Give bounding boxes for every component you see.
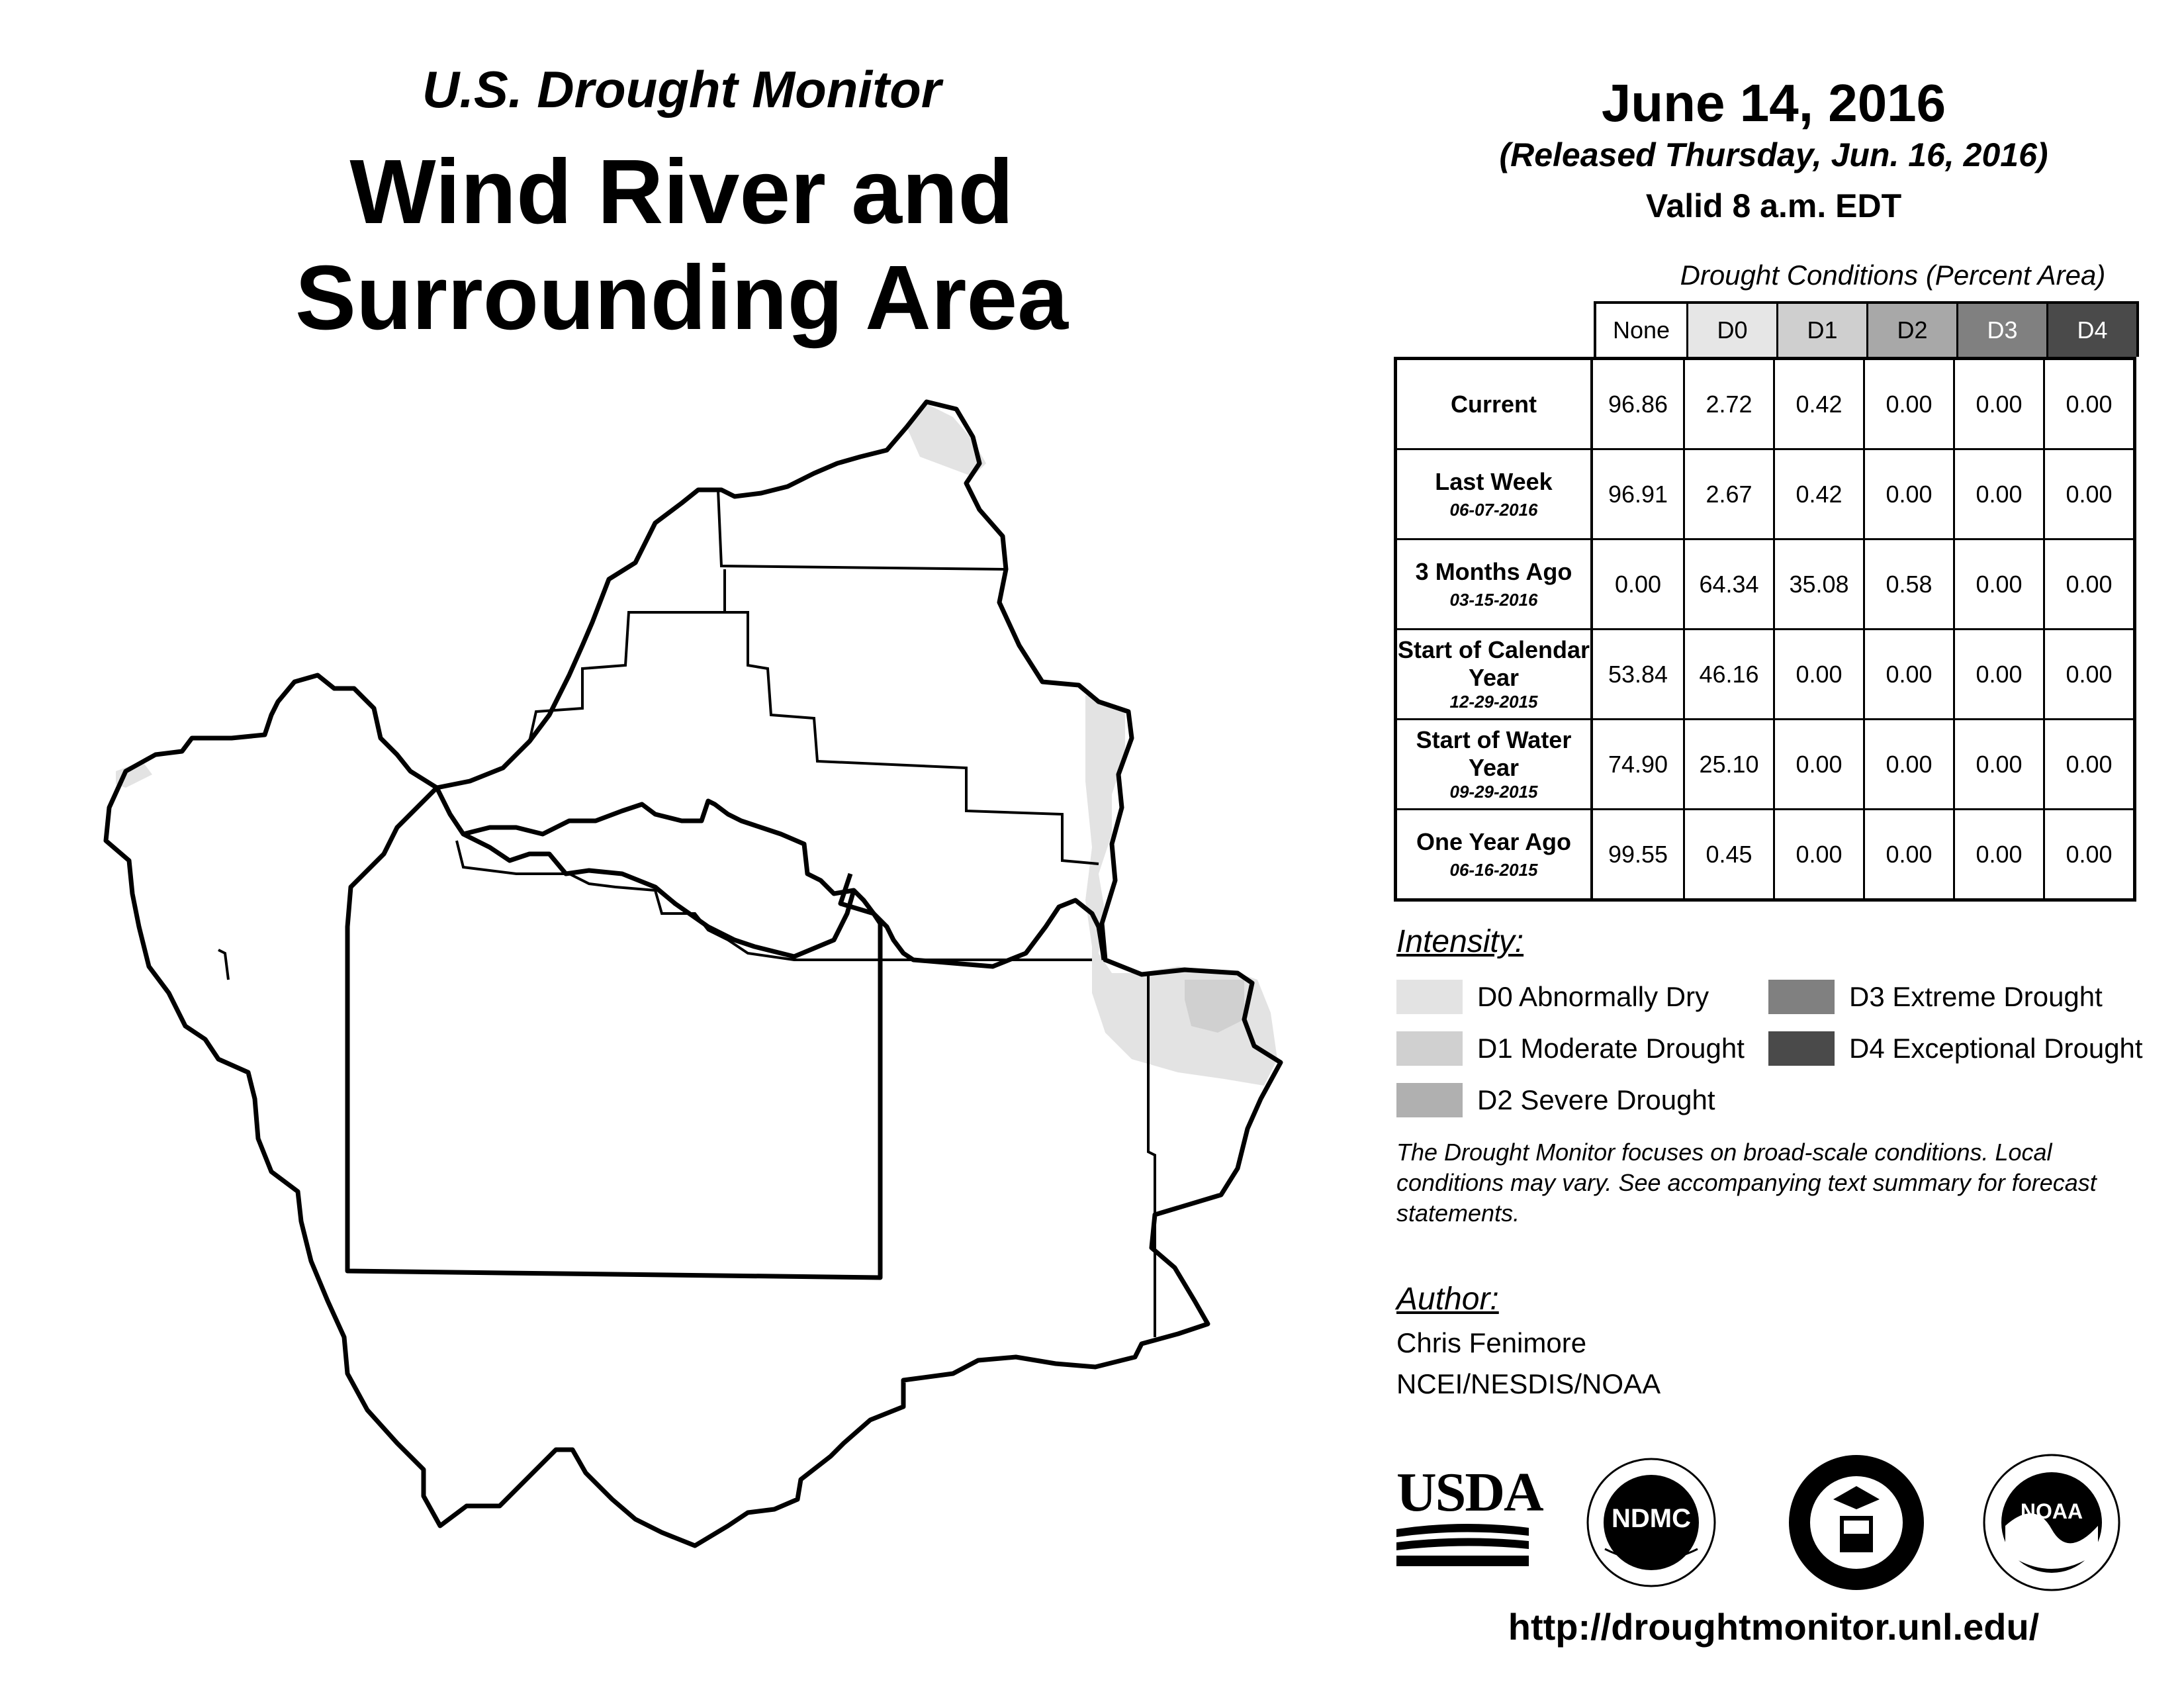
table-cell: 0.00	[2043, 720, 2133, 808]
row-label	[1397, 630, 1593, 718]
row-date: 06-16-2015	[1449, 860, 1538, 880]
table-cell: 0.00	[1953, 360, 2043, 448]
row-label	[1397, 450, 1593, 538]
author-heading: Author:	[1396, 1282, 1499, 1317]
table-cell: 2.72	[1683, 360, 1773, 448]
table-cell: 74.90	[1608, 750, 1668, 778]
row-label	[1397, 720, 1593, 808]
legend-swatch-d2	[1396, 1083, 1463, 1117]
legend-swatch-d3	[1768, 980, 1835, 1014]
county-line-4	[718, 490, 1006, 569]
noaa-wordmark: NOAA	[2020, 1499, 2083, 1523]
row-label	[1397, 360, 1593, 448]
table-cell: 0.00	[1863, 630, 1953, 718]
ndmc-wordmark: NDMC	[1612, 1504, 1691, 1533]
usda-stripes-icon	[1396, 1523, 1529, 1569]
legend-item	[1768, 980, 2103, 1014]
row-name: One Year Ago	[1416, 828, 1572, 855]
table-cell: 0.00	[1863, 720, 1953, 808]
table-cell: 0.00	[1953, 720, 2043, 808]
table-cell: 0.00	[1773, 720, 1863, 808]
table-cell: 0.00	[2043, 540, 2133, 628]
row-date: 06-07-2016	[1449, 500, 1538, 520]
county-line-5	[725, 569, 1099, 864]
legend-label: D2 Severe Drought	[1477, 1084, 1715, 1115]
legend-item	[1396, 1083, 1715, 1117]
table-row	[1397, 538, 2133, 628]
legend-item	[1396, 980, 1709, 1014]
table-header-row	[1594, 301, 2139, 357]
author-name: Chris Fenimore	[1396, 1327, 1587, 1358]
column-header: D1	[1776, 304, 1866, 357]
table-cell: 0.00	[1863, 810, 1953, 898]
table-row	[1397, 448, 2133, 538]
table-row	[1397, 360, 2133, 448]
table-cell: 0.00	[1953, 810, 2043, 898]
county-line-1	[347, 788, 880, 1278]
table-cell: 0.00	[2043, 360, 2133, 448]
table-cell: 46.16	[1683, 630, 1773, 718]
map-date: June 14, 2016	[1601, 73, 1946, 132]
row-date: 03-15-2016	[1449, 590, 1538, 610]
release-date: (Released Thursday, Jun. 16, 2016)	[1499, 136, 2048, 173]
table-body	[1394, 357, 2136, 902]
row-name: Last Week	[1435, 468, 1553, 495]
table-cell: 0.00	[1863, 360, 1953, 448]
map-title-line2: Surrounding Area	[295, 247, 1068, 349]
table-cell: 96.86	[1608, 390, 1668, 418]
reservation-north-line	[463, 801, 854, 894]
table-cell: 96.91	[1608, 480, 1668, 508]
commerce-seal-icon	[1787, 1453, 1926, 1592]
table-cell: 35.08	[1773, 540, 1863, 628]
table-cell: 0.00	[2043, 450, 2133, 538]
county-line-8	[218, 950, 228, 980]
table-cell: 99.55	[1608, 840, 1668, 868]
table-cell: 0.00	[2043, 630, 2133, 718]
row-date: 12-29-2015	[1449, 692, 1538, 712]
river-line	[437, 788, 1104, 966]
map-title-line1: Wind River and	[349, 141, 1014, 243]
monitor-kicker: U.S. Drought Monitor	[422, 60, 942, 118]
noaa-logo	[1982, 1453, 2121, 1592]
column-header: D4	[2046, 304, 2136, 357]
disclaimer-note: The Drought Monitor focuses on broad-scale conditions. Local conditions may vary. See accompanying text summary for forecast statements.	[1396, 1139, 2097, 1227]
valid-time: Valid 8 a.m. EDT	[1645, 187, 1902, 224]
table-cell: 0.00	[1614, 570, 1662, 598]
table-cell: 0.45	[1683, 810, 1773, 898]
usda-logo	[1396, 1462, 1543, 1569]
column-header: D2	[1866, 304, 1956, 357]
table-cell: 0.58	[1863, 540, 1953, 628]
row-label	[1397, 540, 1593, 628]
column-header: D3	[1956, 304, 2046, 357]
table-cell: 2.67	[1683, 450, 1773, 538]
table-row	[1397, 808, 2133, 898]
row-date: 09-29-2015	[1449, 782, 1538, 802]
row-label	[1397, 810, 1593, 898]
table-cell: 64.34	[1683, 540, 1773, 628]
table-row	[1397, 718, 2133, 808]
legend-item	[1396, 1031, 1745, 1066]
commerce-seal	[1787, 1453, 1926, 1592]
table-caption: Drought Conditions (Percent Area)	[1680, 259, 2106, 291]
row-name: Start of Calendar Year	[1397, 636, 1590, 691]
legend-label: D3 Extreme Drought	[1849, 981, 2103, 1012]
table-cell: 0.00	[1863, 450, 1953, 538]
legend-swatch-d0	[1396, 980, 1463, 1014]
usda-wordmark: USDA	[1396, 1462, 1543, 1523]
row-name: Current	[1450, 390, 1537, 418]
legend-label: D0 Abnormally Dry	[1477, 981, 1709, 1012]
table-cell: 0.00	[1953, 450, 2043, 538]
legend-label: D1 Moderate Drought	[1477, 1033, 1745, 1064]
column-header: D0	[1686, 304, 1776, 357]
row-name: Start of Water Year	[1416, 726, 1572, 781]
legend-swatch-d4	[1768, 1031, 1835, 1066]
table-cell: 53.84	[1608, 660, 1668, 688]
legend-swatch-d1	[1396, 1031, 1463, 1066]
table-cell: 0.00	[2043, 810, 2133, 898]
table-cell: 0.00	[1953, 540, 2043, 628]
table-cell: 0.00	[1773, 810, 1863, 898]
legend-heading: Intensity:	[1396, 924, 1524, 959]
website-link[interactable]: http://droughtmonitor.unl.edu/	[1508, 1606, 2040, 1648]
author-block	[1396, 1323, 1661, 1405]
ndmc-logo	[1585, 1456, 1717, 1589]
table-row	[1397, 628, 2133, 718]
table-cell: 25.10	[1683, 720, 1773, 808]
author-org: NCEI/NESDIS/NOAA	[1396, 1368, 1661, 1399]
table-cell: 0.00	[1773, 630, 1863, 718]
table-cell: 0.00	[1953, 630, 2043, 718]
row-name: 3 Months Ago	[1415, 558, 1572, 585]
column-header: None	[1596, 304, 1686, 357]
table-cell: 0.42	[1773, 450, 1863, 538]
legend-item	[1768, 1031, 2143, 1066]
table-cell: 0.42	[1773, 360, 1863, 448]
legend-label: D4 Exceptional Drought	[1849, 1033, 2143, 1064]
